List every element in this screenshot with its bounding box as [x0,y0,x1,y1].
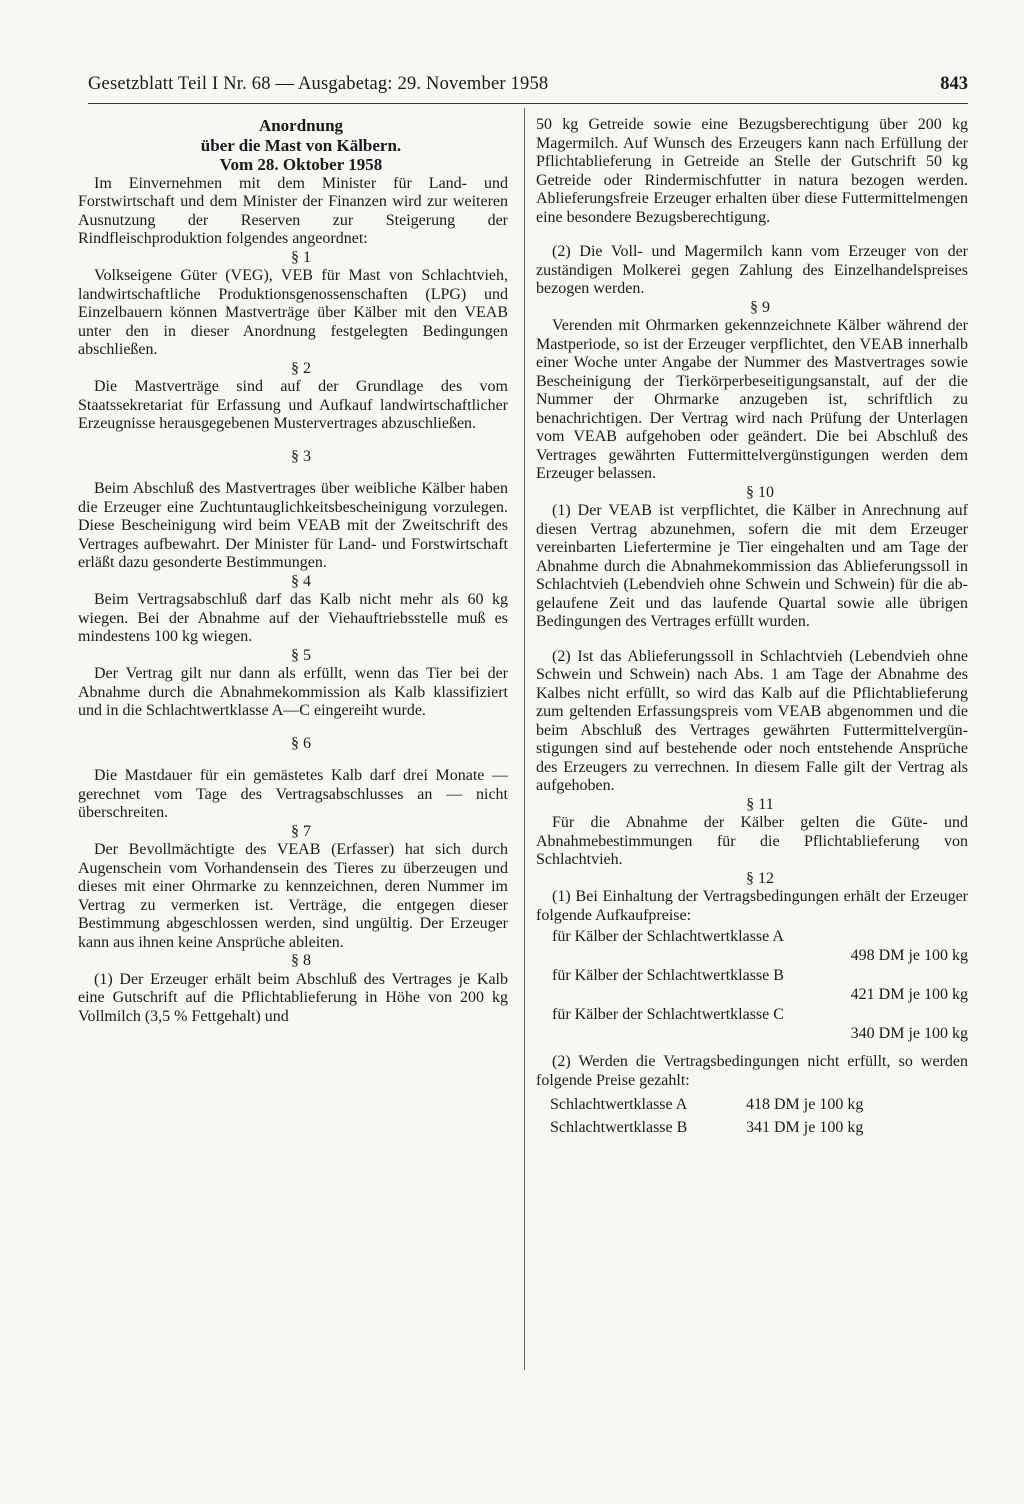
section-heading-3: § 3 [291,447,311,465]
section-heading-11: § 11 [746,795,774,813]
page-header [88,74,968,100]
section-text-5: Der Vertrag gilt nur dann als erfüllt, wenn das Tier bei der Abnahme durch die Abnahmekommission als Kalb klassifiziert und in die Schlachtwertklasse A—C eingereiht wurde. [78,665,508,719]
section-text-12-para1: (1) Bei Einhaltung der Vertragsbedingungen erhält der Erzeuger folgende Aufkaufpreise: [536,888,968,924]
section-text-8-part1: (1) Der Erzeuger erhält beim Abschluß des Vertrages je Kalb eine Gutschrift auf die Pflichtablieferung in Höhe von 200 kg Vollmilch (3,5 % Fettgehalt) und [78,970,508,1025]
section-heading-10: § 10 [746,483,774,501]
header-rule [88,103,968,104]
section-text-7: Der Bevollmächtigte des VEAB (Erfasser) hat sich durch Augenschein vom Vorhandensein des Tieres zu überzeugen und dieses mit einer Ohrmarke zu kennzeichnen, deren Nummer im Vertrag zu vermerken ist. Verträge, die entgegen dieser Bestimmung abgeschlossen werden, sind ungültig. Der Erzeuger kann aus ihnen keine Ansprüche ableiten. [78,841,508,951]
reduced-value-b: 341 DM je 100 kg [746,1118,864,1136]
section-text-12-para2: (2) Werden die Vertragsbedingungen nicht erfüllt, so werden folgende Preise gezahlt: [536,1053,968,1089]
section-text-10-para1: (1) Der VEAB ist verpflichtet, die Kälber in Anrechnung auf diesen Vertrag abzunehmen, sofern die mit dem Erzeuger vereinbarten Liefertermine je Tier eingehalten und am Tage der Abnahme durch die Abnahmekommission das Ablieferungssoll in Schlachtvieh (Lebendvieh ohne Schwein und Schwein) für die abgelaufene Zeit und das laufende Quartal sowie alle übrigen Bedingungen des Vertrages erfüllt wurden. [536,502,968,630]
preamble: Im Einvernehmen mit dem Minister für Land- und Forstwirtschaft und dem Minister der Finanzen wird zur weiteren Ausnutzung der Reserven zur Steigerung der Rindfleischproduktion folgendes angeordnet: [78,174,508,247]
section-text-1: Volkseigene Güter (VEG), VEB für Mast von Schlachtvieh, landwirtschaftliche Produktionsgenossenschaften (LPG) und Einzelbauern können Mastverträge über Kälber mit den VEAB unter den in dieser Anordnung festgelegten Bedingungen abschließen. [78,267,508,358]
reduced-class-b: Schlachtwertklasse B [550,1118,688,1136]
reduced-value-a: 418 DM je 100 kg [746,1096,864,1113]
price-value-b: 421 DM je 100 kg [850,985,968,1003]
section-heading-4: § 4 [291,572,311,590]
section-text-3: Beim Abschluß des Mastvertrages über weibliche Kälber haben die Erzeuger eine Zuchtuntauglichkeitsbescheinigung vorzulegen. Diese Bescheinigung wird beim VEAB mit der Zweitschrift des Vertrages aufbewahrt. Der Minister für Land- und Forstwirtschaft erläßt dazu gesonderte Bestimmungen. [78,480,508,571]
journal-title: Gesetzblatt Teil I Nr. 68 — Ausgabetag: 29. November 1958 [88,74,549,94]
price-label-a: für Kälber der Schlachtwertklasse A [552,928,784,945]
table-row [536,1094,863,1117]
section-text-10-para2: (2) Ist das Ablieferungssoll in Schlachtvieh (Lebendvieh ohne Schwein und Schwein) nach Abs. 1 am Tage der Abnahme des Kalbes nicht erfüllt, so wird das Kalb auf die Pflichtablieferung zum geltenden Erfassungspreis vom VEAB abgenommen und die beim Abschluß des Vertrages gewährten Futtermittelvergünstigungen sind auf bestehende oder noch entstehende Ansprüche des Erzeugers zu verrechnen. In diesem Falle gilt der Vertrag als aufgehoben. [536,647,968,794]
left-column [78,116,508,1026]
price-list [536,928,968,1043]
price-value-a: 498 DM je 100 kg [850,946,968,964]
section-text-8-para2: (2) Die Voll- und Magermilch kann vom Erzeuger von der zuständigen Molkerei gegen Zahlung des Einzelhandelspreises bezogen werden. [536,243,968,297]
table-row [536,1117,863,1140]
section-heading-9: § 9 [750,298,770,316]
section-heading-6: § 6 [291,734,311,752]
doc-title-line2: über die Mast von Kälbern. [200,136,402,155]
section-heading-7: § 7 [291,822,311,840]
reduced-price-table [536,1094,863,1139]
section-text-11: Für die Abnahme der Kälber gelten die Güte- und Abnahmebestimmungen für die Pflichtablieferung von Schlachtvieh. [536,814,968,868]
page-number: 843 [940,74,968,94]
section-text-2: Die Mastverträge sind auf der Grundlage des vom Staatssekretariat für Erfassung und Aufkauf landwirtschaftlicher Erzeugnisse herausgegebenen Mustervertrages abzuschließen. [78,378,508,432]
column-divider [524,108,525,1370]
section-heading-5: § 5 [291,646,311,664]
section-heading-8: § 8 [291,952,311,969]
price-label-c: für Kälber der Schlachtwertklasse C [552,1006,784,1023]
reduced-class-a: Schlachtwertklasse A [550,1096,688,1113]
price-value-c: 340 DM je 100 kg [850,1024,968,1042]
doc-title-line1: Anordnung [258,116,344,135]
section-heading-12: § 12 [746,869,774,887]
right-column [536,116,968,1139]
section-text-9: Verenden mit Ohrmarken gekennzeichnete Kälber während der Mastperiode, so ist der Erzeuger verpflichtet, den VEAB innerhalb einer Woche unter Angabe der Nummer des Mastvertrages sowie Bescheinigung der Tierkörperbeseitigungsanstalt, auf der die Nummer der Ohrmarke anzugeben ist, schriftlich zu benachrichtigen. Der Vertrag wird nach Prüfung der Unterlagen vom VEAB aufgehoben oder geändert. Die bei Abschluß des Vertrages gewährten Futtermittelvergünstigungen werden dem Erzeuger belassen. [536,317,968,482]
section-text-6: Die Mastdauer für ein gemästetes Kalb darf drei Monate — gerechnet vom Tage des Vertragsabschlusses an — nicht überschreiten. [78,767,508,821]
section-heading-1: § 1 [291,248,311,266]
section-text-8-part2: 50 kg Getreide sowie eine Bezugsberechtigung über 200 kg Magermilch. Auf Wunsch des Erzeugers kann nach Erfüllung der Pflichtablieferung in Getreide an Stelle der Gutschrift 50 kg Getreide oder Rindermischfutter in natura bezogen werden. Ablieferungsfreie Erzeuger erhalten über diese Futtermittelmengen eine besondere Bezugsberechtigung. [536,116,968,226]
section-heading-2: § 2 [291,359,311,377]
doc-date: Vom 28. Oktober 1958 [219,155,383,174]
price-label-b: für Kälber der Schlachtwertklasse B [552,967,784,984]
section-text-4: Beim Vertragsabschluß darf das Kalb nicht mehr als 60 kg wiegen. Bei der Abnahme auf der Viehauftriebsstelle muß es mindestens 100 kg wiegen. [78,591,508,645]
